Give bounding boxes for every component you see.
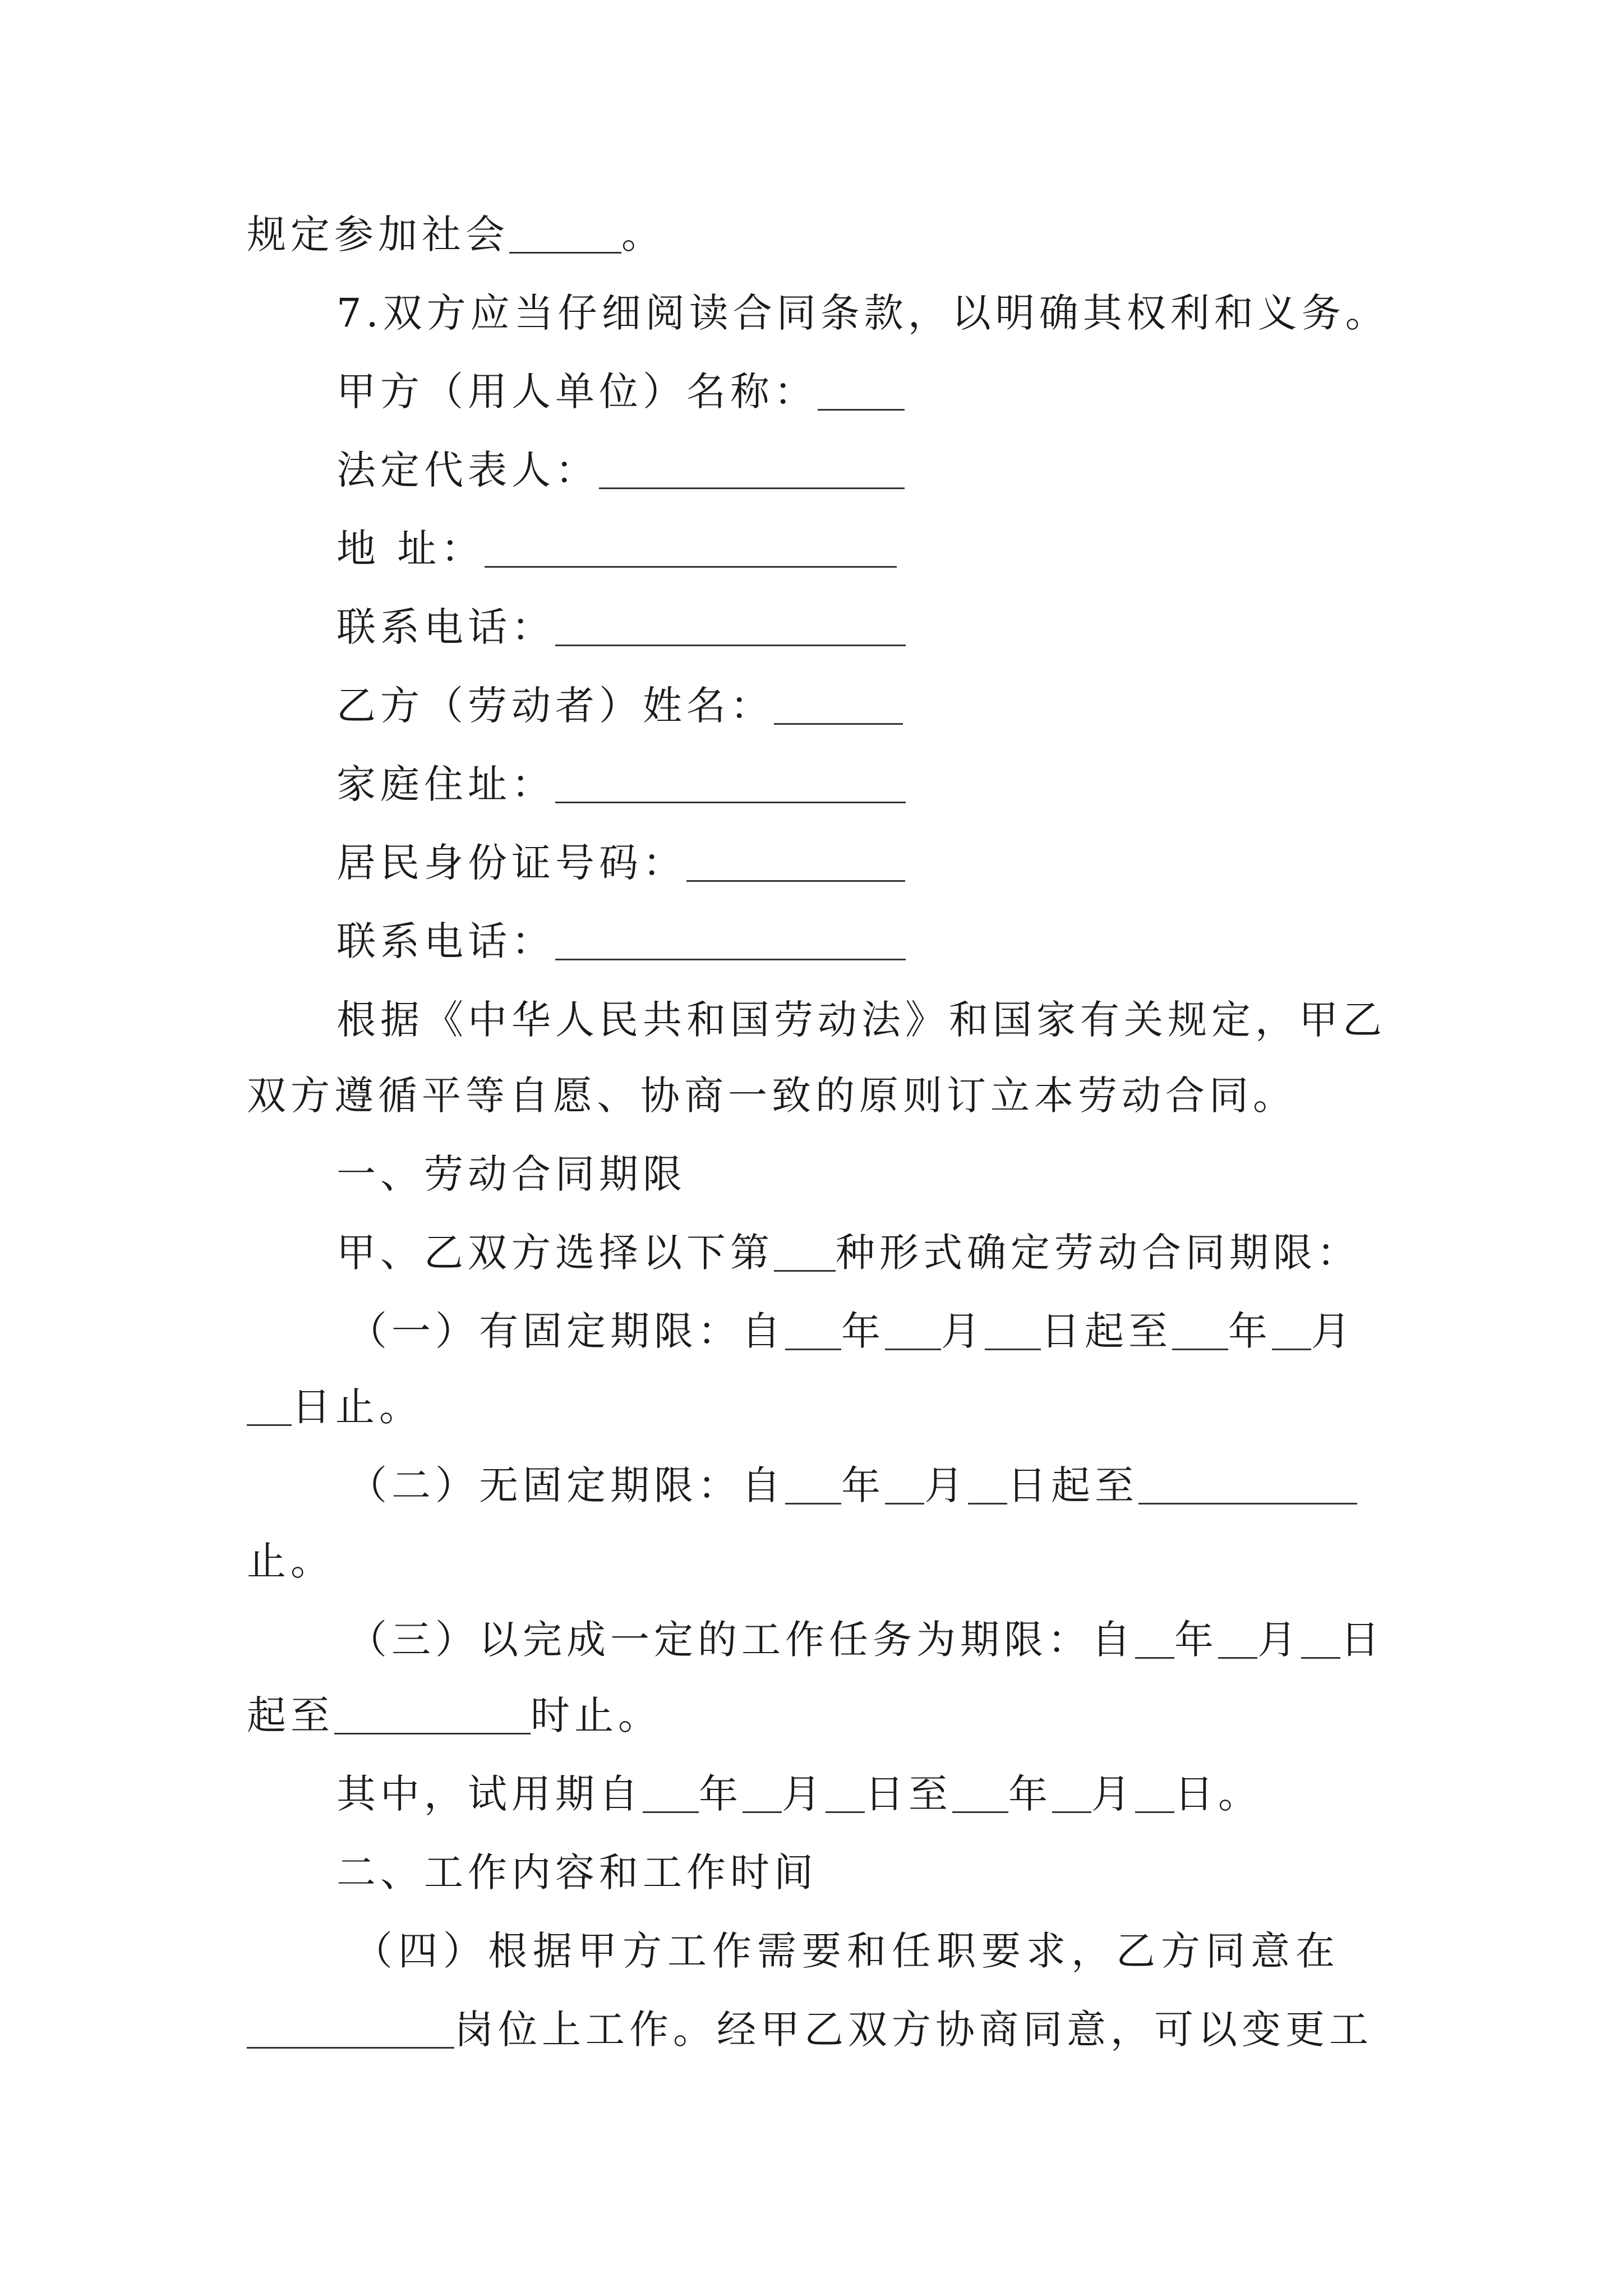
blank-field: [1135, 1771, 1174, 1813]
blank-field: [1172, 1308, 1228, 1350]
fixed-term-end-row: 日止。: [247, 1380, 423, 1434]
fixed-term-row: （一）有固定期限：自 年 月 日起至 年 月: [348, 1308, 1355, 1354]
blank-field: [1301, 1617, 1340, 1659]
blank-field: [643, 1771, 699, 1813]
blank-field: [826, 1771, 865, 1813]
party-a-phone-blank: [555, 604, 906, 646]
open-term-row: （二）无固定期限：自 年 月 日起至: [348, 1458, 1357, 1512]
intro-line-1: 根据《中华人民共和国劳动法》和国家有关规定，甲乙: [336, 997, 1386, 1043]
open-term-end-row: 止。: [247, 1538, 334, 1584]
party-b-id-row: 居民身份证号码：: [336, 836, 905, 890]
party-b-home-row: 家庭住址：: [336, 757, 906, 811]
party-b-home-blank: [555, 761, 906, 803]
blank-field: [1272, 1308, 1311, 1350]
party-b-id-blank: [686, 840, 905, 882]
intro-line-2: 双方遵循平等自愿、协商一致的原则订立本劳动合同。: [247, 1073, 1297, 1119]
blank-field: [1138, 1462, 1357, 1504]
post-blank: [247, 2007, 454, 2049]
party-a-addr-blank: [485, 526, 897, 568]
task-term-row: （三）以完成一定的工作任务为期限：自 年 月 日: [348, 1617, 1384, 1663]
clause-7: 7.双方应当仔细阅读合同条款，以明确其权利和义务。: [336, 290, 1389, 336]
blank-field: [509, 211, 621, 254]
party-b-phone-blank: [555, 918, 906, 960]
party-b-name-row: 乙方（劳动者）姓名：: [336, 679, 903, 733]
blank-field: [885, 1308, 941, 1350]
blank-field: [952, 1771, 1008, 1813]
clause-4-line-2: 岗位上工作。经甲乙双方协商同意，可以变更工: [247, 2003, 1373, 2056]
term-choice-row: 甲、乙双方选择以下第 种形式确定劳动合同期限：: [336, 1230, 1361, 1276]
blank-field: [743, 1771, 782, 1813]
party-a-rep-blank: [599, 447, 905, 489]
party-a-addr-row: 地 址：: [336, 522, 897, 576]
party-b-phone-row: 联系电话：: [336, 914, 906, 968]
term-choice-blank: [774, 1230, 836, 1272]
trial-period-row: 其中，试用期自 年 月 日至 年 月 日。: [336, 1771, 1262, 1817]
blank-field: [985, 1308, 1041, 1350]
party-a-name-blank: [818, 369, 905, 411]
clause-4-line-1: （四）根据甲方工作需要和任职要求，乙方同意在: [353, 1928, 1340, 1974]
blank-field: [247, 1384, 292, 1426]
task-term-end-row: 起至 时止。: [247, 1692, 662, 1738]
blank-field: [785, 1308, 841, 1350]
blank-field: [1218, 1617, 1257, 1659]
blank-field: [334, 1692, 531, 1734]
blank-field: [885, 1462, 924, 1504]
blank-field: [1135, 1617, 1174, 1659]
party-b-name-blank: [774, 683, 903, 725]
line-social-insurance: 规定参加社会 。: [247, 211, 665, 257]
blank-field: [968, 1462, 1007, 1504]
party-a-phone-row: 联系电话：: [336, 600, 906, 654]
blank-field: [1052, 1771, 1091, 1813]
blank-field: [785, 1462, 841, 1504]
party-a-name-row: 甲方（用人单位）名称：: [336, 365, 905, 418]
section-1-heading: 一、劳动合同期限: [336, 1151, 686, 1197]
section-2-heading: 二、工作内容和工作时间: [336, 1849, 818, 1895]
party-a-rep-row: 法定代表人：: [336, 443, 905, 497]
